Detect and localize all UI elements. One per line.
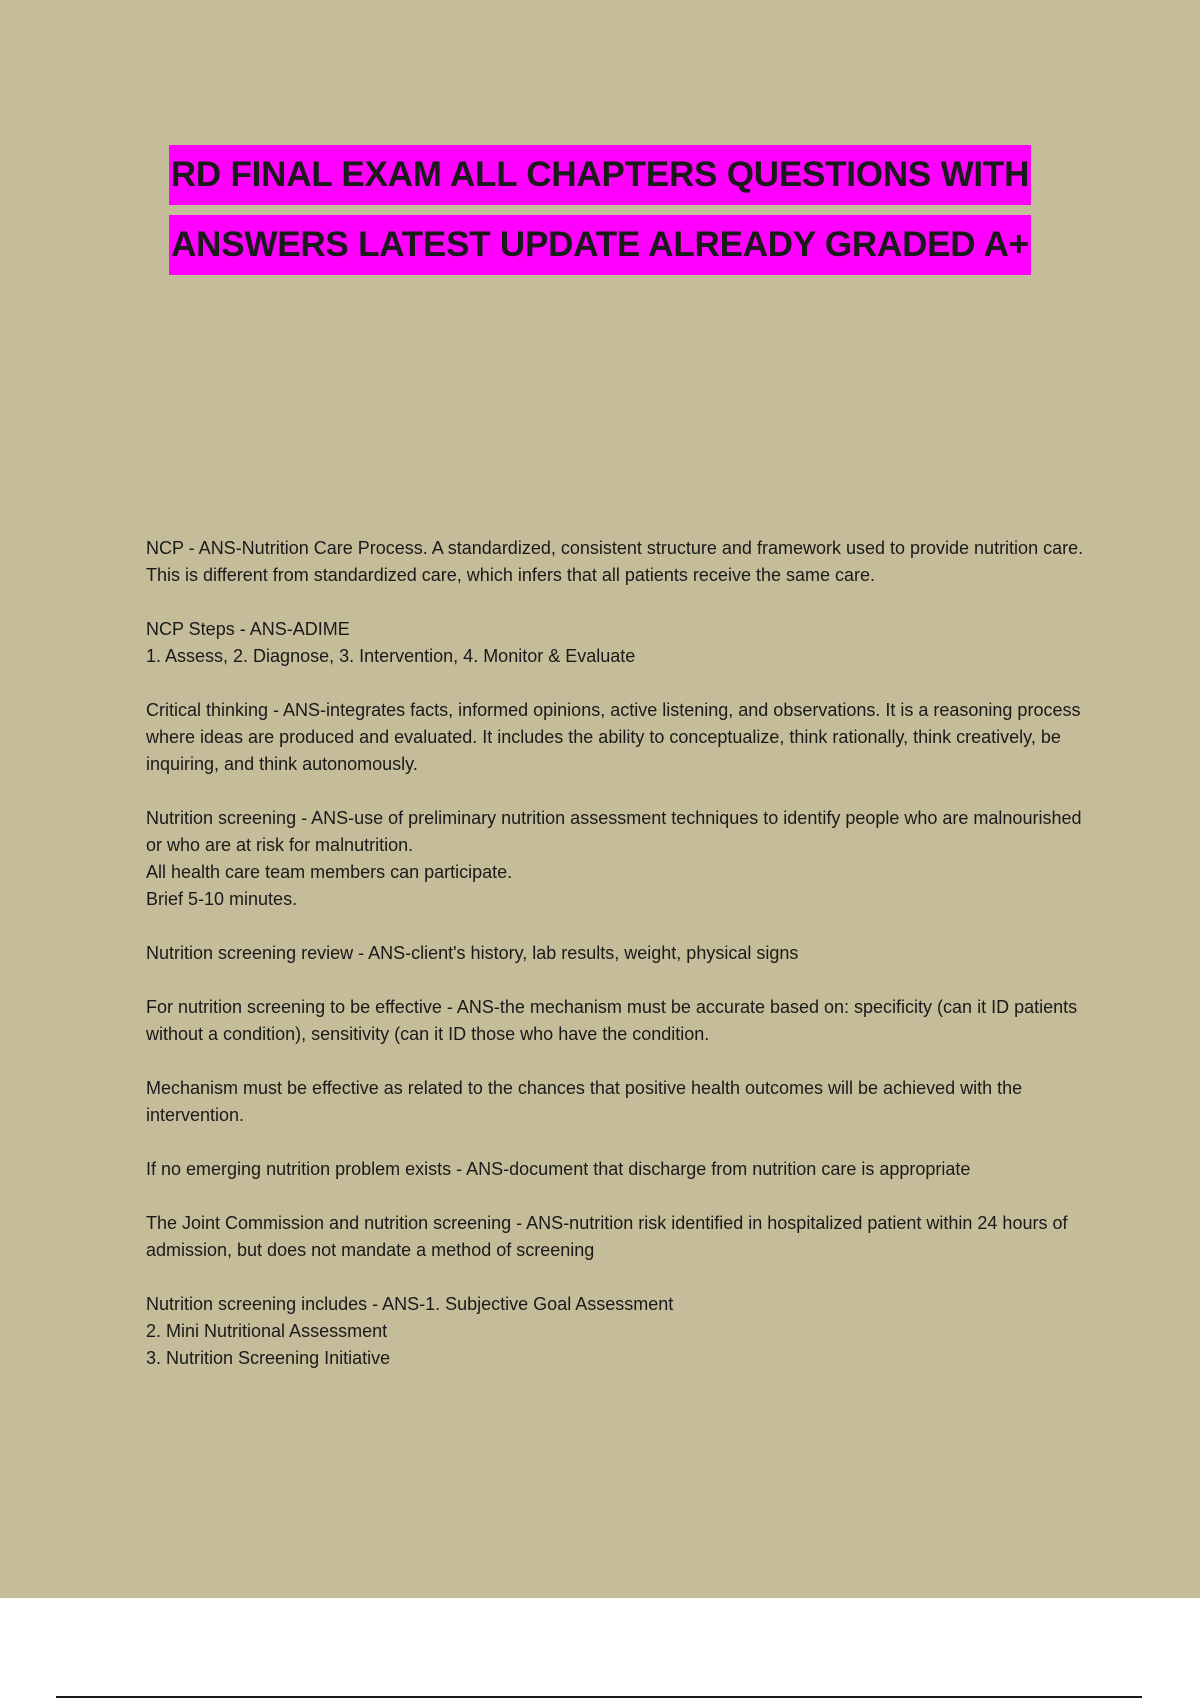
entry-ncp-steps [146, 616, 1096, 670]
title-line-2: ANSWERS LATEST UPDATE ALREADY GRADED A+ [169, 215, 1031, 275]
entry-text: Critical thinking - ANS-integrates facts, informed opinions, active listening, and observations. It is a reasoning process where ideas are produced and evaluated. It includes the ability to conceptualize, think rationally, think creatively, be inquiring, and think autonomously. [146, 700, 1081, 774]
document-title [0, 145, 1200, 285]
entry-no-problem [146, 1156, 1096, 1183]
entry-joint-commission [146, 1210, 1096, 1264]
entry-screening-effective [146, 994, 1096, 1048]
entry-text: Nutrition screening review - ANS-client's history, lab results, weight, physical signs [146, 943, 799, 963]
footer-divider [56, 1696, 1142, 1698]
entry-text: 1. Assess, 2. Diagnose, 3. Intervention, 4. Monitor & Evaluate [146, 646, 636, 666]
entry-text: Nutrition screening - ANS-use of preliminary nutrition assessment techniques to identify people who are malnourished or who are at risk for malnutrition. [146, 808, 1082, 855]
title-line-1: RD FINAL EXAM ALL CHAPTERS QUESTIONS WITH [169, 145, 1031, 205]
entry-mechanism [146, 1075, 1096, 1129]
entry-text: For nutrition screening to be effective - ANS-the mechanism must be accurate based on: specificity (can it ID patients without a condition), sensitivity (can it ID those who have the condition. [146, 997, 1078, 1044]
entry-critical-thinking [146, 697, 1096, 778]
entry-screening-includes [146, 1291, 1096, 1372]
entry-text: 2. Mini Nutritional Assessment [146, 1321, 388, 1341]
entry-text: Brief 5-10 minutes. [146, 889, 298, 909]
entry-text: All health care team members can participate. [146, 862, 513, 882]
entry-nutrition-screening [146, 805, 1096, 913]
entry-text: Mechanism must be effective as related to the chances that positive health outcomes will be achieved with the intervention. [146, 1078, 1023, 1125]
entry-text: The Joint Commission and nutrition screening - ANS-nutrition risk identified in hospitalized patient within 24 hours of admission, but does not mandate a method of screening [146, 1213, 1068, 1260]
document-body [146, 535, 1096, 1399]
entry-screening-review [146, 940, 1096, 967]
entry-ncp [146, 535, 1096, 589]
entry-text: 3. Nutrition Screening Initiative [146, 1348, 391, 1368]
entry-text: Nutrition screening includes - ANS-1. Subjective Goal Assessment [146, 1294, 674, 1314]
entry-text: If no emerging nutrition problem exists - ANS-document that discharge from nutrition care is appropriate [146, 1159, 971, 1179]
entry-text: NCP Steps - ANS-ADIME [146, 619, 350, 639]
entry-text: NCP - ANS-Nutrition Care Process. A standardized, consistent structure and framework used to provide nutrition care. This is different from standardized care, which infers that all patients receive the same care. [146, 538, 1084, 585]
